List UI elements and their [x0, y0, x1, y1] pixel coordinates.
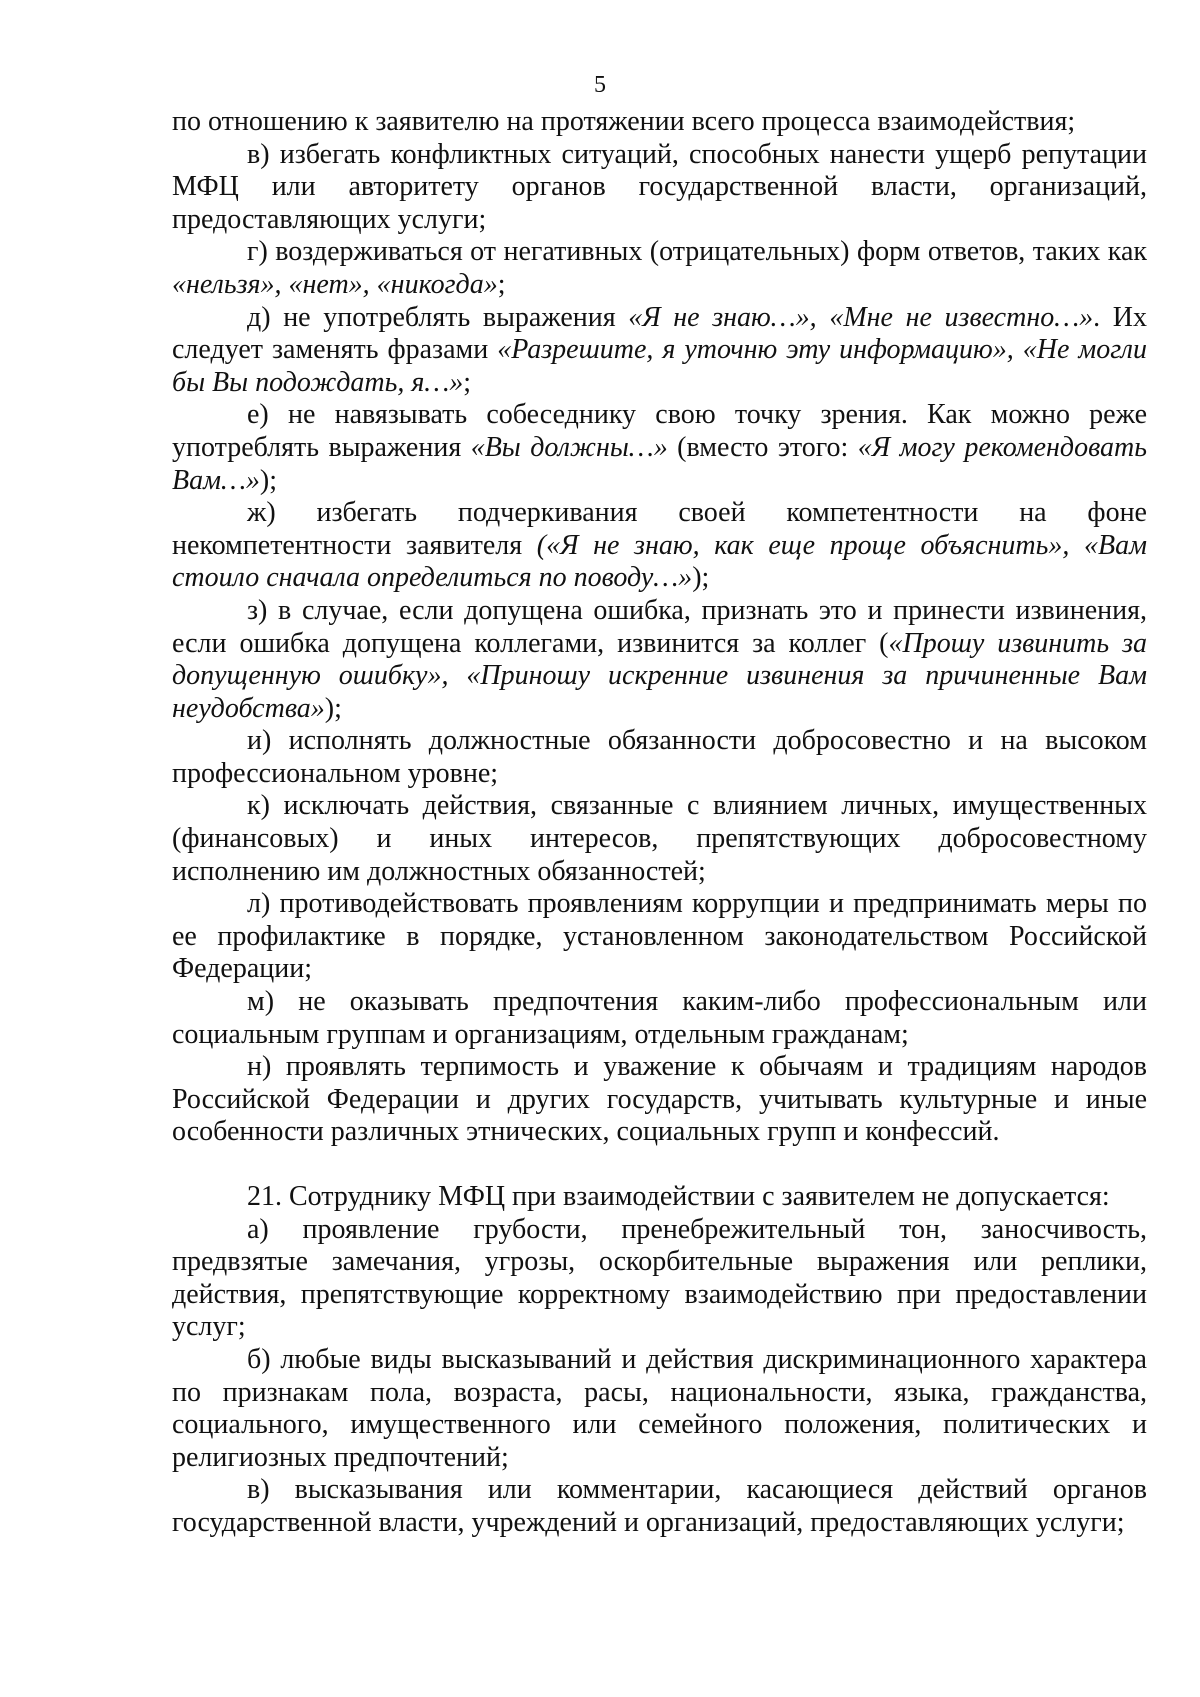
text-segment: 21. Сотруднику МФЦ при взаимодействии с заявителем не допускается: — [247, 1181, 1110, 1212]
quoted-phrase: «Прошу извинить за допущенную ошибку», «Приношу искренние извинения за причиненные Вам неудобства» — [172, 627, 1147, 724]
list-item-n — [172, 1051, 1147, 1149]
text-segment: д) не употреблять выражения — [247, 301, 629, 333]
list-item-g — [172, 236, 1147, 301]
quoted-phrase: «Я не знаю…», «Мне не известно…» — [628, 301, 1094, 333]
text-segment: ); — [259, 464, 277, 496]
list-item-k — [172, 790, 1147, 888]
quoted-phrase: («Я не знаю, как еще проще объяснить», «Вам стоило сначала определиться по поводу…» — [172, 529, 1147, 594]
text-segment: м) не оказывать предпочтения каким-либо профессиональным или социальным группам и организациям, отдельным гражданам; — [172, 986, 1147, 1050]
quoted-phrase: «нельзя», «нет», «никогда» — [172, 268, 498, 300]
text-segment: а) проявление грубости, пренебрежительный тон, заносчивость, предвзятые замечания, угрозы, оскорбительные выражения или реплики, действия, препятствующие корректному взаимодействию при предоставлении услуг; — [172, 1213, 1147, 1343]
paragraph-continuation — [172, 106, 1147, 139]
list-item-b — [172, 1344, 1147, 1474]
text-segment: ); — [692, 562, 710, 594]
text-segment: ); — [324, 692, 342, 724]
text-segment: е) не навязывать собеседнику свою точку зрения. Как можно реже употреблять выражения — [172, 399, 1147, 463]
text-segment: з) в случае, если допущена ошибка, признать это и принести извинения, если ошибка допущена коллегами, извинится за коллег ( — [172, 594, 1147, 659]
quoted-phrase: «Разрешите, я уточню эту информацию», «Не могли бы Вы подождать, я…» — [172, 334, 1147, 398]
text-segment: к) исключать действия, связанные с влиянием личных, имущественных (финансовых) и иных интересов, препятствующих добросовестному исполнению им должностных обязанностей; — [172, 790, 1147, 887]
text-segment: н) проявлять терпимость и уважение к обычаям и традициям народов Российской Федерации и других государств, учитывать культурные и иные особенности различных этнических, социальных групп и конфессий. — [172, 1051, 1147, 1148]
list-item-d — [172, 302, 1147, 400]
text-segment: в) избегать конфликтных ситуаций, способных нанести ущерб репутации МФЦ или авторитету органов государственной власти, организаций, предоставляющих услуги; — [172, 138, 1147, 235]
text-segment: б) любые виды высказываний и действия дискриминационного характера по признакам пола, возраста, расы, национальности, языка, гражданства, социального, имущественного или семейного положения, политических и религиозных предпочтений; — [172, 1343, 1147, 1473]
text-segment: и) исполнять должностные обязанности добросовестно и на высоком профессиональном уровне; — [172, 725, 1147, 789]
page-number: 5 — [594, 72, 606, 98]
section-21-heading — [172, 1181, 1147, 1214]
list-item-z — [172, 595, 1147, 725]
list-item-zh — [172, 497, 1147, 595]
text-segment: . Их следует заменять фразами — [172, 301, 1147, 366]
text-segment: г) воздерживаться от негативных (отрицательных) форм ответов, таких как — [247, 236, 1147, 268]
list-item-e — [172, 399, 1147, 497]
list-item-i — [172, 725, 1147, 790]
quoted-phrase: «Я могу рекомендовать Вам…» — [172, 431, 1147, 496]
text-segment: в) высказывания или комментарии, касающиеся действий органов государственной власти, учреждений и организаций, предоставляющих услуги; — [172, 1474, 1147, 1538]
document-body — [172, 106, 1147, 1540]
text-segment: по отношению к заявителю на протяжении всего процесса взаимодействия; — [172, 106, 1076, 137]
list-item-a — [172, 1214, 1147, 1344]
list-item-v2 — [172, 1474, 1147, 1539]
text-segment: (вместо этого: — [667, 431, 858, 463]
list-item-l — [172, 888, 1147, 986]
text-segment: ; — [497, 268, 506, 300]
text-segment: ; — [463, 366, 472, 398]
text-segment: ж) избегать подчеркивания своей компетентности на фоне некомпетентности заявителя — [172, 497, 1147, 561]
list-item-v — [172, 139, 1147, 237]
text-segment: л) противодействовать проявлениям коррупции и предпринимать меры по ее профилактике в порядке, установленном законодательством Российской Федерации; — [172, 888, 1147, 985]
quoted-phrase: «Вы должны…» — [470, 431, 668, 463]
list-item-m — [172, 986, 1147, 1051]
